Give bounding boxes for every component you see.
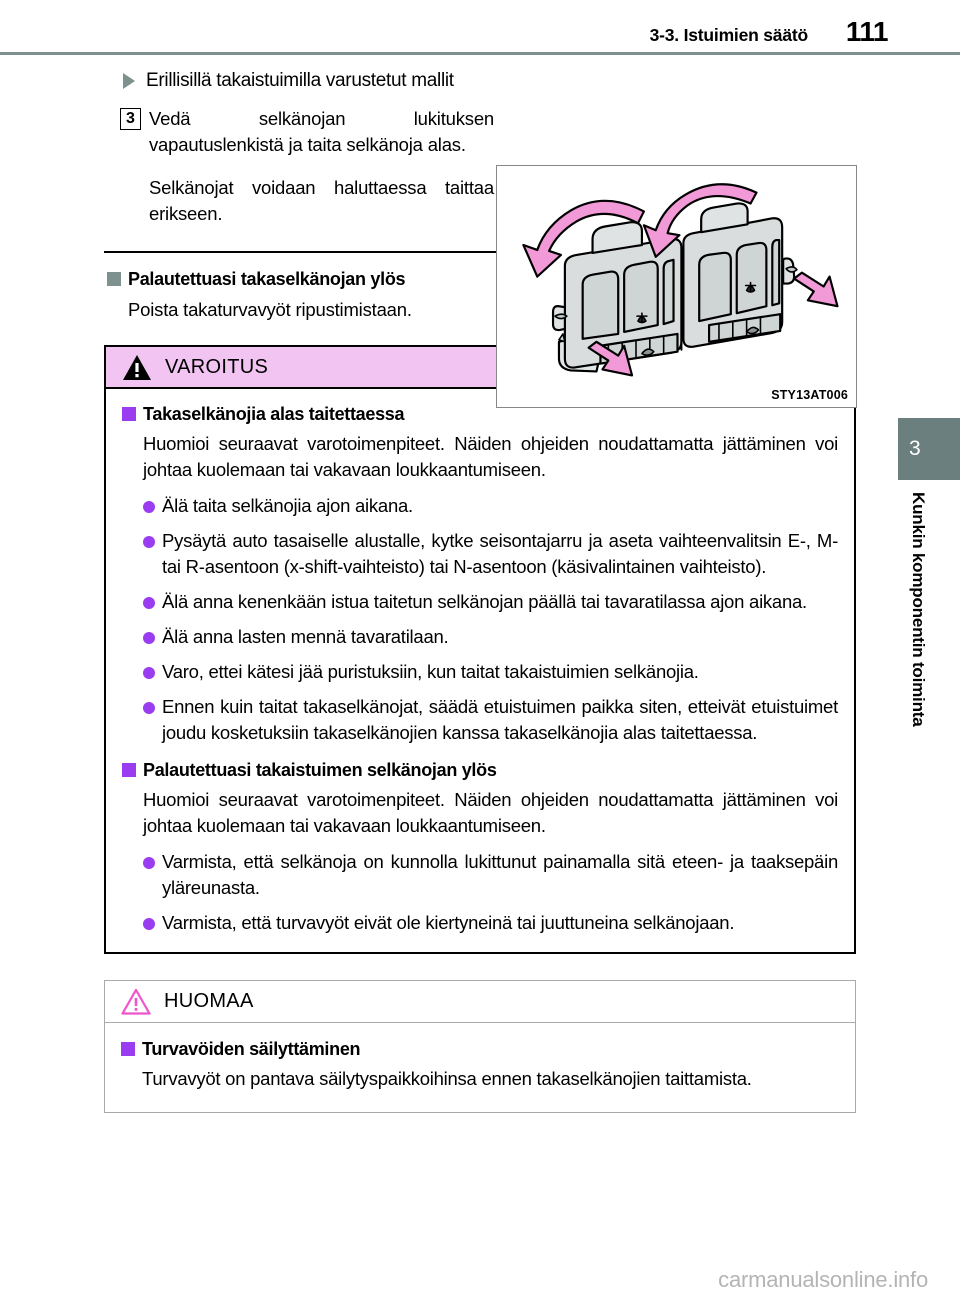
warning-section-heading-text: Palautettuasi takaistuimen selkänojan ylös (143, 760, 497, 780)
site-watermark: carmanualsonline.info (718, 1267, 928, 1292)
notice-box (104, 980, 856, 1113)
section-body-text: Poista takaturvavyöt ripustimistaan. (128, 299, 412, 320)
warning-section (122, 760, 838, 936)
step-instruction-text: Vedä selkänojan lukituksen vapautuslenkistä ja taita selkänoja alas. (149, 108, 494, 155)
header-section-title: 3-3. Istuimien säätö (649, 25, 808, 45)
warning-section-intro: Huomioi seuraavat varotoimenpiteet. Näiden ohjeiden noudattamatta jättäminen voi johtaa kuolemaan tai vakavaan loukkaantumiseen. (143, 789, 838, 836)
variant-heading-text: Erillisillä takaistuimilla varustetut mallit (146, 70, 454, 91)
warning-bullet-list (122, 493, 838, 746)
variant-heading (123, 70, 856, 92)
notice-body (105, 1023, 855, 1112)
chapter-tab (898, 418, 960, 480)
step-column (104, 106, 494, 227)
notice-section-intro: Turvavyöt on pantava säilytyspaikkoihinsa ennen takaselkänojien taittamista. (142, 1068, 752, 1089)
page-number: 111 (845, 16, 888, 47)
list-item: Varo, ettei kätesi jää puristuksiin, kun taitat takaistuimien selkänojia. (143, 659, 838, 685)
list-item: Älä anna kenenkään istua taitetun selkänojan päällä tai tavaratilassa ajon aikana. (143, 589, 838, 615)
chapter-number: 3 (909, 437, 921, 460)
figure-caption: STY13AT006 (771, 388, 848, 402)
warning-title: VAROITUS (165, 355, 269, 378)
page-header (0, 0, 960, 56)
notice-section (121, 1039, 839, 1092)
section-heading-text: Palautettuasi takaselkänojan ylös (128, 269, 406, 289)
square-bullet-icon (107, 272, 121, 286)
notice-header (105, 981, 855, 1023)
list-item: Varmista, että turvavyöt eivät ole kiertyneinä tai juuttuneina selkänojaan. (143, 910, 838, 936)
warning-box (104, 345, 856, 954)
page-content (104, 56, 856, 1113)
warning-section (122, 404, 838, 746)
square-bullet-icon (121, 1042, 135, 1056)
triangle-bullet-icon (123, 73, 135, 89)
warning-section-intro: Huomioi seuraavat varotoimenpiteet. Näiden ohjeiden noudattamatta jättäminen voi johtaa kuolemaan tai vakavaan loukkaantumiseen. (143, 433, 838, 480)
step-note-text: Selkänojat voidaan haluttaessa taittaa erikseen. (149, 177, 494, 224)
warning-triangle-filled-icon (122, 354, 152, 381)
seat-fold-svg (497, 166, 855, 406)
warning-section-heading-text: Takaselkänojia alas taitettaessa (143, 404, 405, 424)
warning-bullet-list (122, 849, 838, 936)
step-number-badge: 3 (120, 108, 141, 130)
list-item: Ennen kuin taitat takaselkänojat, säädä etuistuimen paikka siten, etteivät etuistuimet joudu kosketuksiin takaselkänojien kanssa takaselkänojia alas taitettaessa. (143, 694, 838, 746)
list-item: Pysäytä auto tasaiselle alustalle, kytke seisontajarru ja aseta vaihteenvalitsin E-, M- tai R-asentoon (x-shift-vaihteisto) tai N-asentoon (käsivalintainen vaihteisto). (143, 528, 838, 580)
warning-section-heading (122, 760, 838, 781)
square-bullet-icon (122, 407, 136, 421)
list-item: Älä anna lasten mennä tavaratilaan. (143, 624, 838, 650)
list-item: Älä taita selkänojia ajon aikana. (143, 493, 838, 519)
notice-section-heading (121, 1039, 839, 1060)
warning-triangle-outline-icon (121, 988, 151, 1015)
list-item: Varmista, että selkänoja on kunnolla lukittunut painamalla sitä eteen- ja taaksepäin yläreunasta. (143, 849, 838, 901)
notice-section-heading-text: Turvavöiden säilyttäminen (142, 1039, 361, 1059)
chapter-label: Kunkin komponentin toiminta (909, 492, 928, 727)
notice-title: HUOMAA (164, 990, 254, 1012)
step-line (120, 106, 494, 158)
header-divider (0, 52, 960, 55)
warning-body (106, 389, 854, 952)
seat-fold-illustration (496, 165, 857, 408)
square-bullet-icon (122, 763, 136, 777)
